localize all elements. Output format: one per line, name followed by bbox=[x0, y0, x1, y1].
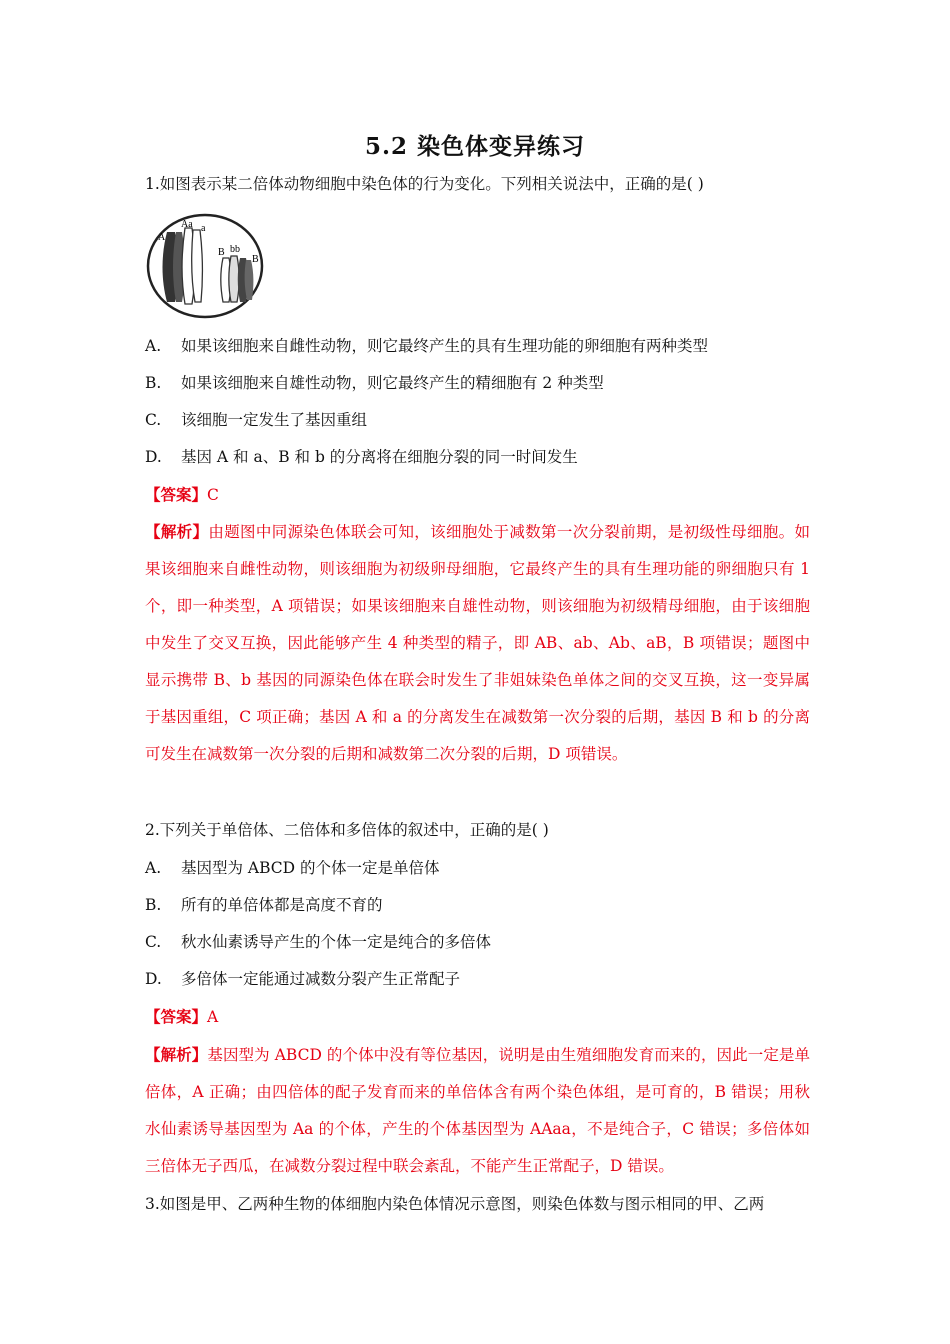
option-text: 基因型为 ABCD 的个体一定是单倍体 bbox=[181, 859, 440, 877]
analysis-tag: 【解析】 bbox=[145, 522, 209, 541]
answer-tag: 【答案】 bbox=[145, 485, 208, 504]
q2-option-c bbox=[145, 932, 825, 952]
option-letter: D. bbox=[145, 970, 162, 988]
analysis-text: 由题图中同源染色体联会可知，该细胞处于减数第一次分裂前期，是初级性母细胞。如果该细胞来自雌性动物，则该细胞为初级卵母细胞，它最终产生的具有生理功能的卵细胞只有 1 个，即一种类型，A 项错误；如果该细胞来自雄性动物，则该细胞为初级精母细胞，由于该细胞中发生了交叉互换，因此能够产生 4 种类型的精子，即 AB、ab、Ab、aB，B 项错误；题图中显示携带 B、b 基因的同源染色体在联会时发生了非姐妹染色单体之间的交叉互换，这一变异属于基因重组，C 项正确；基因 A 和 a 的分离发生在减数第一次分裂的后期，基因 B 和 b 的分离可发生在减数第一次分裂的后期和减数第二次分裂的后期，D 项错误。 bbox=[145, 523, 810, 763]
option-text: 秋水仙素诱导产生的个体一定是纯合的多倍体 bbox=[181, 933, 492, 951]
label-a: a bbox=[201, 223, 206, 234]
option-text: 基因 A 和 a、B 和 b 的分离将在细胞分裂的同一时间发生 bbox=[181, 448, 578, 466]
label-A: A bbox=[158, 232, 166, 243]
q1-option-c bbox=[145, 410, 825, 430]
page-title: 5.2 染色体变异练习 bbox=[364, 133, 586, 160]
option-letter: A. bbox=[145, 859, 162, 877]
chromosome-small-light-2 bbox=[229, 256, 240, 302]
q2-option-d bbox=[145, 969, 825, 989]
q2-analysis bbox=[145, 1036, 810, 1185]
q1-option-a bbox=[145, 336, 825, 356]
q2-answer bbox=[145, 1007, 825, 1027]
option-letter: C. bbox=[145, 411, 162, 429]
analysis-text: 基因型为 ABCD 的个体中没有等位基因，说明是由生殖细胞发育而来的，因此一定是单倍体，A 正确；由四倍体的配子发育而来的单倍体含有两个染色体组，是可育的，B 错误；用秋水仙素诱导基因型为 Aa 的个体，产生的个体基因型为 AAaa，不是纯合子，C 错误；多倍体如三倍体无子西瓜，在减数分裂过程中联会紊乱，不能产生正常配子，D 错误。 bbox=[145, 1046, 810, 1175]
answer-value: C bbox=[207, 486, 219, 504]
option-text: 如果该细胞来自雄性动物，则它最终产生的精细胞有 2 种类型 bbox=[181, 374, 604, 392]
answer-tag: 【答案】 bbox=[145, 1007, 208, 1026]
q1-option-b bbox=[145, 373, 825, 393]
option-letter: D. bbox=[145, 448, 162, 466]
option-text: 该细胞一定发生了基因重组 bbox=[181, 411, 368, 429]
label-bb: bb bbox=[230, 244, 240, 255]
q2-option-a bbox=[145, 858, 825, 878]
q1-analysis bbox=[145, 513, 810, 773]
answer-value: A bbox=[207, 1008, 219, 1026]
q2-stem: 2.下列关于单倍体、二倍体和多倍体的叙述中，正确的是( ) bbox=[145, 821, 549, 839]
chromosome-light-2 bbox=[192, 230, 203, 302]
q3-stem: 3.如图是甲、乙两种生物的体细胞内染色体情况示意图，则染色体数与图示相同的甲、乙两 bbox=[145, 1195, 765, 1213]
q2-option-b bbox=[145, 895, 825, 915]
q1-answer bbox=[145, 485, 825, 505]
option-letter: B. bbox=[145, 896, 162, 914]
option-text: 如果该细胞来自雌性动物，则它最终产生的具有生理功能的卵细胞有两种类型 bbox=[181, 337, 709, 355]
option-text: 所有的单倍体都是高度不育的 bbox=[181, 896, 383, 914]
option-letter: C. bbox=[145, 933, 162, 951]
q1-option-d bbox=[145, 447, 825, 467]
option-text: 多倍体一定能通过减数分裂产生正常配子 bbox=[181, 970, 461, 988]
option-letter: A. bbox=[145, 337, 162, 355]
label-B-left: B bbox=[218, 247, 225, 258]
chromosome-small-dark-2 bbox=[245, 260, 254, 300]
label-Aa: Aa bbox=[181, 219, 193, 230]
q1-stem: 1.如图表示某二倍体动物细胞中染色体的行为变化。下列相关说法中，正确的是( ) bbox=[145, 175, 704, 193]
chromosome-figure bbox=[145, 210, 265, 320]
label-B-right: B bbox=[252, 254, 259, 265]
option-letter: B. bbox=[145, 374, 162, 392]
analysis-tag: 【解析】 bbox=[145, 1045, 208, 1064]
